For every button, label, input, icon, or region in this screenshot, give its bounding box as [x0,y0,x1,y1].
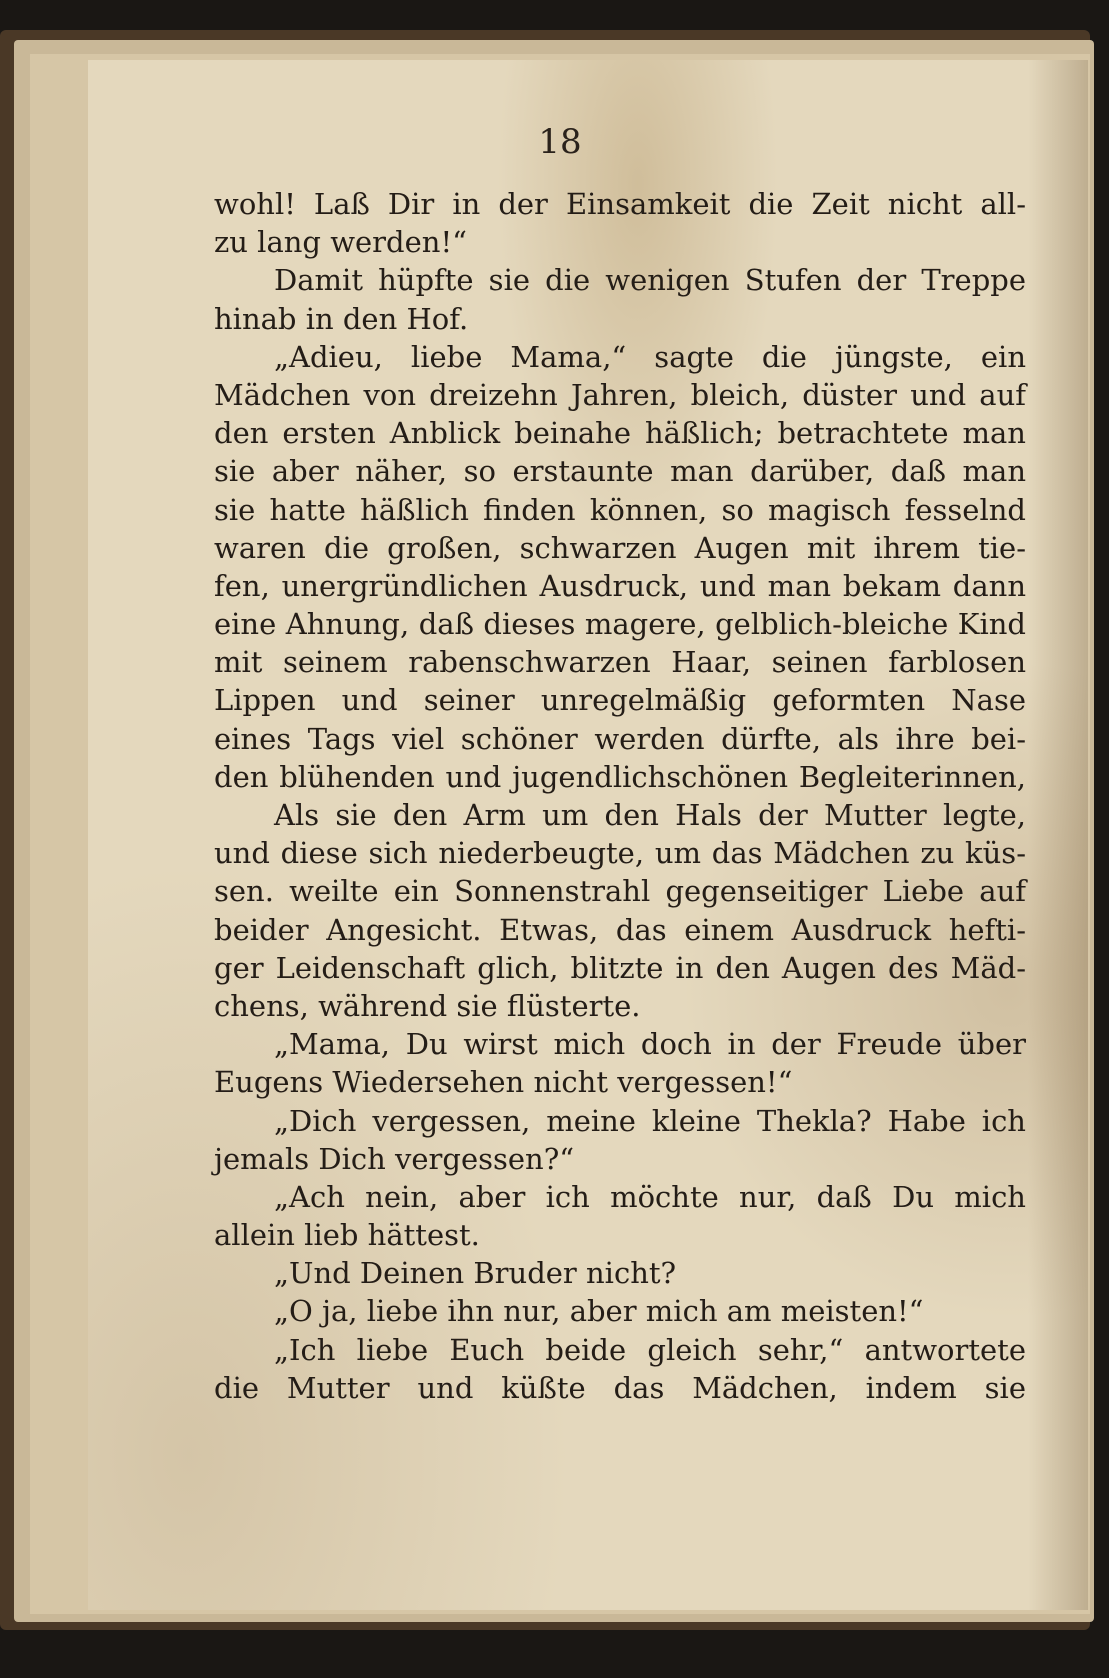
text-line: und diese sich niederbeugte, um das Mädchen zu küs- [214,836,1026,871]
text-line: „Mama, Du wirst mich doch in der Freude über [274,1027,1026,1062]
text-line: Damit hüpfte sie die wenigen Stufen der Treppe [274,263,1026,298]
text-line: „Und Deinen Bruder nicht? [274,1256,677,1291]
text-line: sie aber näher, so erstaunte man darüber, daß man [214,454,1026,489]
text-line: eine Ahnung, daß dieses magere, gelblich-bleiche Kind [214,607,1026,642]
text-line: waren die großen, schwarzen Augen mit ihrem tie- [214,530,1026,565]
text-line: eines Tags viel schöner werden dürfte, als ihre bei- [214,721,1026,756]
text-line: „O ja, liebe ihn nur, aber mich am meisten!“ [274,1294,924,1329]
text-line: den blühenden und jugendlichschönen Begleiterinnen, [214,759,1026,794]
text-line: „Dich vergessen, meine kleine Thekla? Habe ich [274,1103,1026,1138]
text-line: mit seinem rabenschwarzen Haar, seinen farblosen [214,645,1026,680]
text-line: den ersten Anblick beinahe häßlich; betrachtete man [214,416,1026,451]
text-line: hinab in den Hof. [214,301,469,336]
text-line: allein lieb hättest. [214,1218,480,1253]
text-line: jemals Dich vergessen?“ [214,1141,575,1176]
text-line: „Ach nein, aber ich möchte nur, daß Du mich [274,1179,1026,1214]
text-line: Mädchen von dreizehn Jahren, bleich, düster und auf [214,377,1026,412]
body-text [214,185,1026,1407]
page-gutter-shadow [1028,60,1088,1610]
text-line: die Mutter und küßte das Mädchen, indem sie [214,1370,1026,1405]
text-line: Lippen und seiner unregelmäßig geformten Nase [214,683,1026,718]
text-line: Als sie den Arm um den Hals der Mutter legte, [274,798,1026,832]
text-line: „Ich liebe Euch beide gleich sehr,“ antwortete [274,1332,1026,1367]
text-line: ger Leidenschaft glich, blitzte in den Augen des Mäd- [214,950,1026,985]
text-line: zu lang werden!“ [214,225,467,260]
text-line: chens, während sie flüsterte. [214,988,641,1023]
text-line: Eugens Wiedersehen nicht vergessen!“ [214,1065,793,1100]
text-line: beider Angesicht. Etwas, das einem Ausdruck hefti- [214,912,1026,947]
page-number: 18 [538,122,582,162]
text-line: „Adieu, liebe Mama,“ sagte die jüngste, ein [274,339,1026,374]
text-line: fen, unergründlichen Ausdruck, und man bekam dann [214,568,1026,603]
text-line: sie hatte häßlich finden können, so magisch fesselnd [214,492,1026,527]
text-line: wohl! Laß Dir in der Einsamkeit die Zeit nicht all- [214,187,1026,221]
text-line: sen. weilte ein Sonnenstrahl gegenseitiger Liebe auf [214,874,1026,909]
